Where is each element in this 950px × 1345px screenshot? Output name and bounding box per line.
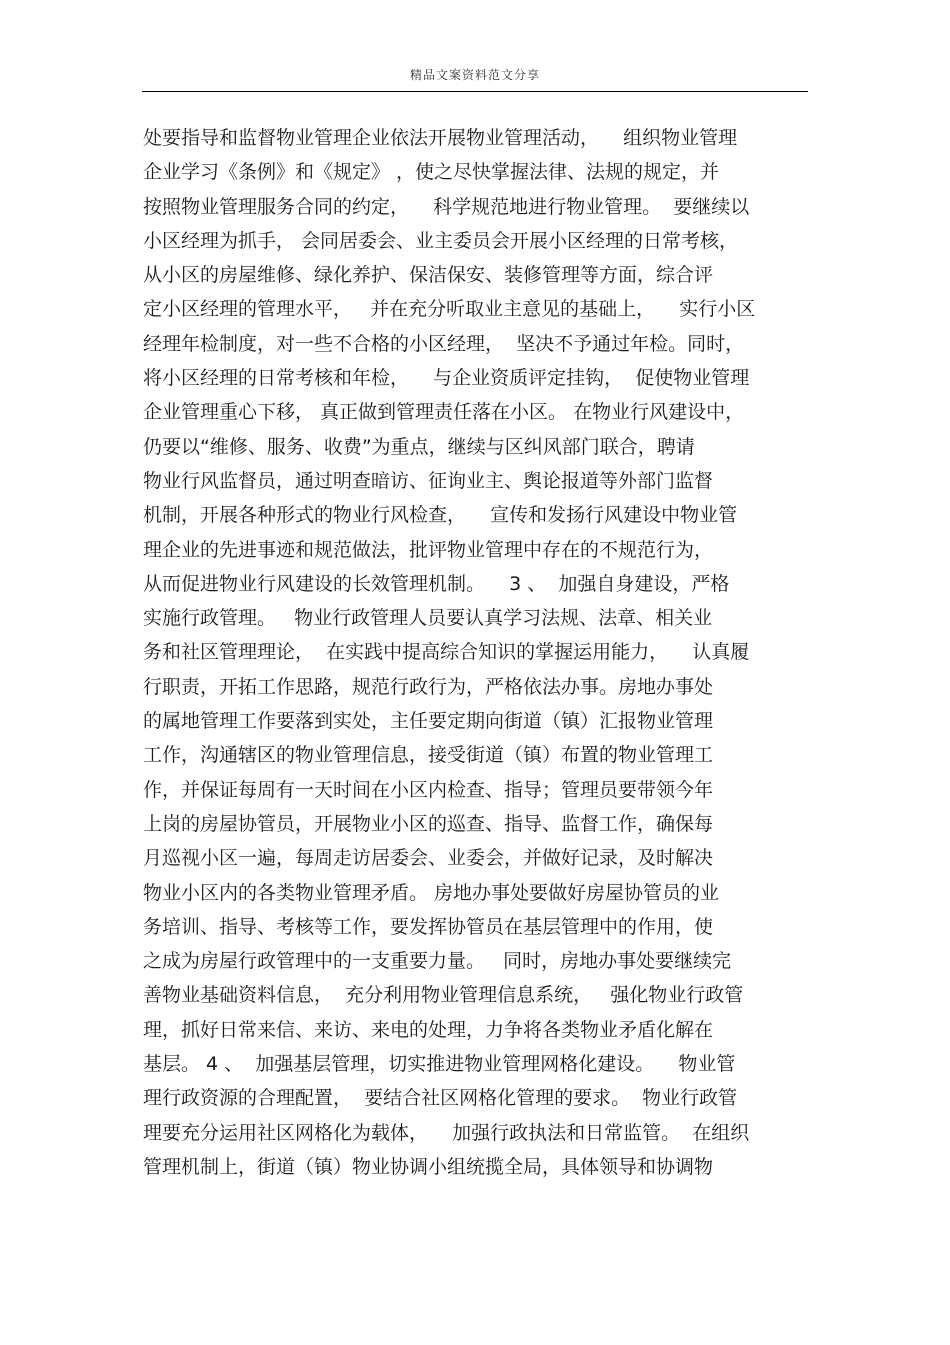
text-line: 管理机制上，街道（镇）物业协调小组统揽全局，具体领导和协调物 xyxy=(143,1155,714,1178)
page-header: 精品文案资料范文分享 xyxy=(409,68,540,82)
text-line: 物业行风监督员，通过明查暗访、征询业主、舆论报道等外部门监督 xyxy=(143,469,714,492)
text-line: 理行政资源的合理配置， 要结合社区网格化管理的要求。 物业行政管 xyxy=(143,1087,738,1110)
text-line: 作，并保证每周有一天时间在小区内检查、指导；管理员要带领今年 xyxy=(143,778,714,801)
text-line: 经理年检制度，对一些不合格的小区经理， 坚决不予通过年检。同时， xyxy=(143,332,745,355)
text-line: 按照物业管理服务合同的约定， 科学规范地进行物业管理。 要继续以 xyxy=(143,195,750,218)
header-divider xyxy=(142,91,808,92)
text-line: 基层。 4 、 加强基层管理，切实推进物业管理网格化建设。 物业管 xyxy=(143,1053,736,1076)
text-line: 定小区经理的管理水平， 并在充分听取业主意见的基础上， 实行小区 xyxy=(143,298,756,321)
text-line: 工作，沟通辖区的物业管理信息，接受街道（镇）布置的物业管理工 xyxy=(143,744,714,767)
text-line: 理企业的先进事迹和规范做法，批评物业管理中存在的不规范行为， xyxy=(143,538,714,561)
text-line: 善物业基础资料信息， 充分利用物业管理信息系统， 强化物业行政管 xyxy=(143,984,744,1007)
text-line: 小区经理为抓手， 会同居委会、业主委员会开展小区经理的日常考核， xyxy=(143,229,739,252)
text-line: 理要充分运用社区网格化为载体， 加强行政执法和日常监管。 在组织 xyxy=(143,1121,750,1144)
text-line: 处要指导和监督物业管理企业依法开展物业管理活动， 组织物业管理 xyxy=(143,127,738,149)
text-line: 理，抓好日常来信、来访、来电的处理，力争将各类物业矛盾化解在 xyxy=(143,1018,714,1041)
text-line: 月巡视小区一遍，每周走访居委会、业委会，并做好记录，及时解决 xyxy=(143,847,714,870)
text-line: 务和社区管理理论， 在实践中提高综合知识的掌握运用能力， 认真履 xyxy=(143,641,750,664)
text-line: 从而促进物业行风建设的长效管理机制。 3 、 加强自身建设，严格 xyxy=(143,572,730,595)
text-line: 实施行政管理。 物业行政管理人员要认真学习法规、法章、相关业 xyxy=(143,607,713,630)
text-line: 从小区的房屋维修、绿化养护、保洁保安、装修管理等方面，综合评 xyxy=(143,264,714,287)
text-line: 之成为房屋行政管理中的一支重要力量。 同时，房地办事处要继续完 xyxy=(143,950,732,973)
text-line: 物业小区内的各类物业管理矛盾。 房地办事处要做好房屋协管员的业 xyxy=(143,881,720,904)
text-line: 仍要以“维修、服务、收费”为重点，继续与区纠风部门联合，聘请 xyxy=(143,435,695,458)
text-line: 企业学习《条例》和《规定》 ，使之尽快掌握法律、法规的规定，并 xyxy=(143,161,720,184)
text-line: 将小区经理的日常考核和年检， 与企业资质评定挂钩， 促使物业管理 xyxy=(143,367,750,390)
text-line: 企业管理重心下移， 真正做到管理责任落在小区。 在物业行风建设中， xyxy=(143,401,745,424)
text-line: 行职责，开拓工作思路，规范行政行为，严格依法办事。房地办事处 xyxy=(143,675,714,698)
text-line: 的属地管理工作要落到实处，主任要定期向街道（镇）汇报物业管理 xyxy=(143,710,714,733)
text-line: 上岗的房屋协管员，开展物业小区的巡查、指导、监督工作，确保每 xyxy=(143,812,714,835)
text-line: 务培训、指导、考核等工作，要发挥协管员在基层管理中的作用，使 xyxy=(143,915,714,938)
text-line: 机制，开展各种形式的物业行风检查， 宣传和发扬行风建设中物业管 xyxy=(143,504,738,527)
document-body xyxy=(143,121,813,1184)
